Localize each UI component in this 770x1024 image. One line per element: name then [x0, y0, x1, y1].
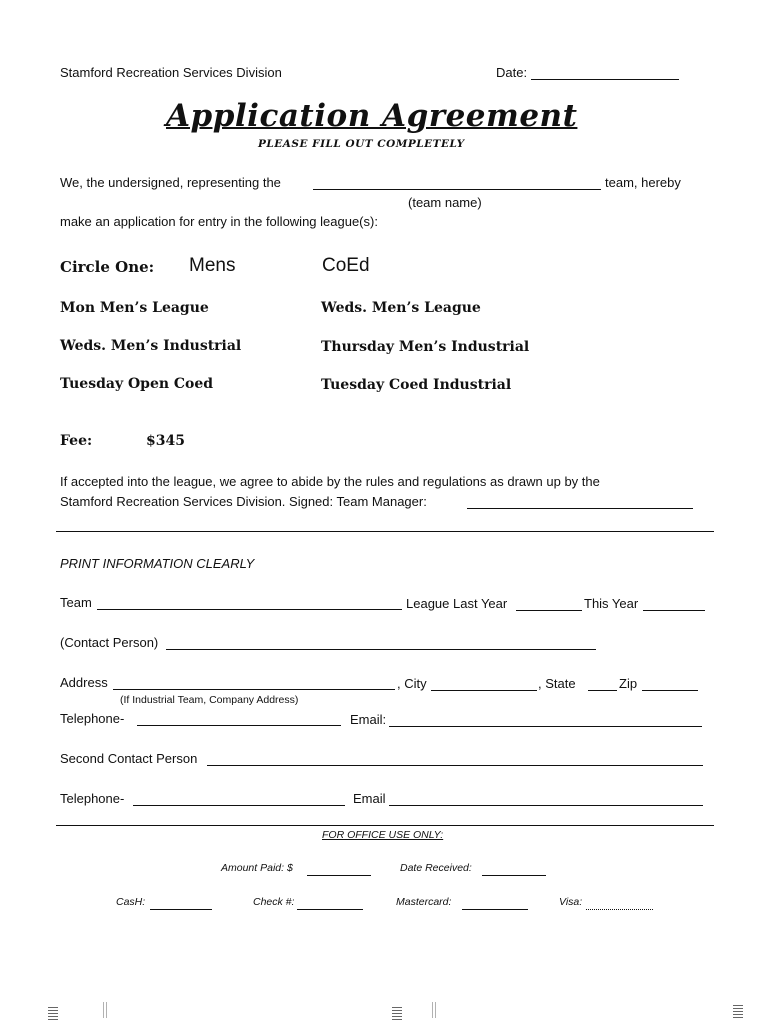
section-divider-bottom: [56, 825, 714, 826]
league-last-year-field[interactable]: [516, 610, 582, 611]
intro-line1-end: team, hereby: [605, 175, 681, 190]
option-coed[interactable]: CoEd: [322, 255, 370, 276]
agreement-line1: If accepted into the league, we agree to abide by the rules and regulations as drawn up by the: [60, 474, 600, 489]
scan-speck: [392, 1006, 402, 1020]
league-tuesday-coed-industrial[interactable]: Tuesday Coed Industrial: [321, 377, 512, 393]
amount-paid-field[interactable]: [307, 875, 371, 876]
visa-field[interactable]: [586, 909, 653, 910]
scan-speck: [733, 1004, 743, 1018]
this-year-field[interactable]: [643, 610, 705, 611]
team-name-field[interactable]: [313, 189, 601, 190]
mastercard-label: Mastercard:: [396, 896, 452, 908]
fee-label: Fee:: [60, 433, 93, 449]
team-field[interactable]: [97, 609, 402, 610]
telephone2-field[interactable]: [133, 805, 345, 806]
telephone-field[interactable]: [137, 725, 341, 726]
page-title: Application Agreement: [166, 98, 578, 134]
email-field[interactable]: [389, 726, 702, 727]
agreement-line2: Stamford Recreation Services Division. Signed: Team Manager:: [60, 494, 427, 509]
scan-speck: [48, 1006, 58, 1020]
league-weds-mens[interactable]: Weds. Men’s League: [321, 300, 481, 316]
email-label: Email:: [350, 712, 387, 727]
cash-label: CasH:: [116, 896, 146, 908]
intro-line2: make an application for entry in the following league(s):: [60, 214, 378, 229]
city-field[interactable]: [431, 690, 537, 691]
telephone2-label: Telephone-: [60, 791, 125, 806]
date-received-field[interactable]: [482, 875, 546, 876]
page-subtitle: PLEASE FILL OUT COMPLETELY: [258, 138, 465, 150]
print-info-heading: PRINT INFORMATION CLEARLY: [60, 556, 255, 571]
check-field[interactable]: [297, 909, 363, 910]
contact-person-field[interactable]: [166, 649, 596, 650]
office-use-heading: FOR OFFICE USE ONLY:: [322, 829, 444, 841]
address-field[interactable]: [113, 689, 395, 690]
contact-person-label: (Contact Person): [60, 635, 159, 650]
date-field[interactable]: [531, 79, 679, 80]
this-year-label: This Year: [584, 596, 639, 611]
email2-label: Email: [353, 791, 386, 806]
league-mon-mens[interactable]: Mon Men’s League: [60, 300, 209, 316]
league-last-year-label: League Last Year: [406, 596, 508, 611]
amount-paid-label: Amount Paid: $: [221, 862, 293, 874]
scan-speck: [432, 1002, 438, 1018]
league-thursday-mens-industrial[interactable]: Thursday Men’s Industrial: [321, 339, 530, 355]
date-label: Date:: [496, 65, 528, 80]
second-contact-label: Second Contact Person: [60, 751, 198, 766]
email2-field[interactable]: [389, 805, 703, 806]
fee-amount: $345: [146, 433, 185, 449]
address-label: Address: [60, 675, 108, 690]
mastercard-field[interactable]: [462, 909, 528, 910]
second-contact-field[interactable]: [207, 765, 703, 766]
manager-signature-field[interactable]: [467, 508, 693, 509]
team-name-hint: (team name): [408, 195, 482, 210]
date-received-label: Date Received:: [400, 862, 472, 874]
org-name: Stamford Recreation Services Division: [60, 65, 282, 80]
circle-one-label: Circle One:: [60, 258, 155, 276]
city-label: , City: [397, 676, 427, 691]
state-field[interactable]: [588, 690, 617, 691]
team-label: Team: [60, 595, 92, 610]
section-divider-top: [56, 531, 714, 532]
intro-line1-start: We, the undersigned, representing the: [60, 175, 281, 190]
league-tuesday-open-coed[interactable]: Tuesday Open Coed: [60, 376, 214, 392]
visa-label: Visa:: [559, 896, 583, 908]
zip-field[interactable]: [642, 690, 698, 691]
cash-field[interactable]: [150, 909, 212, 910]
telephone-label: Telephone-: [60, 711, 125, 726]
check-label: Check #:: [253, 896, 295, 908]
state-label: , State: [538, 676, 576, 691]
option-mens[interactable]: Mens: [189, 255, 236, 276]
zip-label: Zip: [619, 676, 638, 691]
league-weds-mens-industrial[interactable]: Weds. Men’s Industrial: [60, 338, 242, 354]
scan-speck: [103, 1002, 109, 1018]
address-hint: (If Industrial Team, Company Address): [120, 694, 299, 706]
